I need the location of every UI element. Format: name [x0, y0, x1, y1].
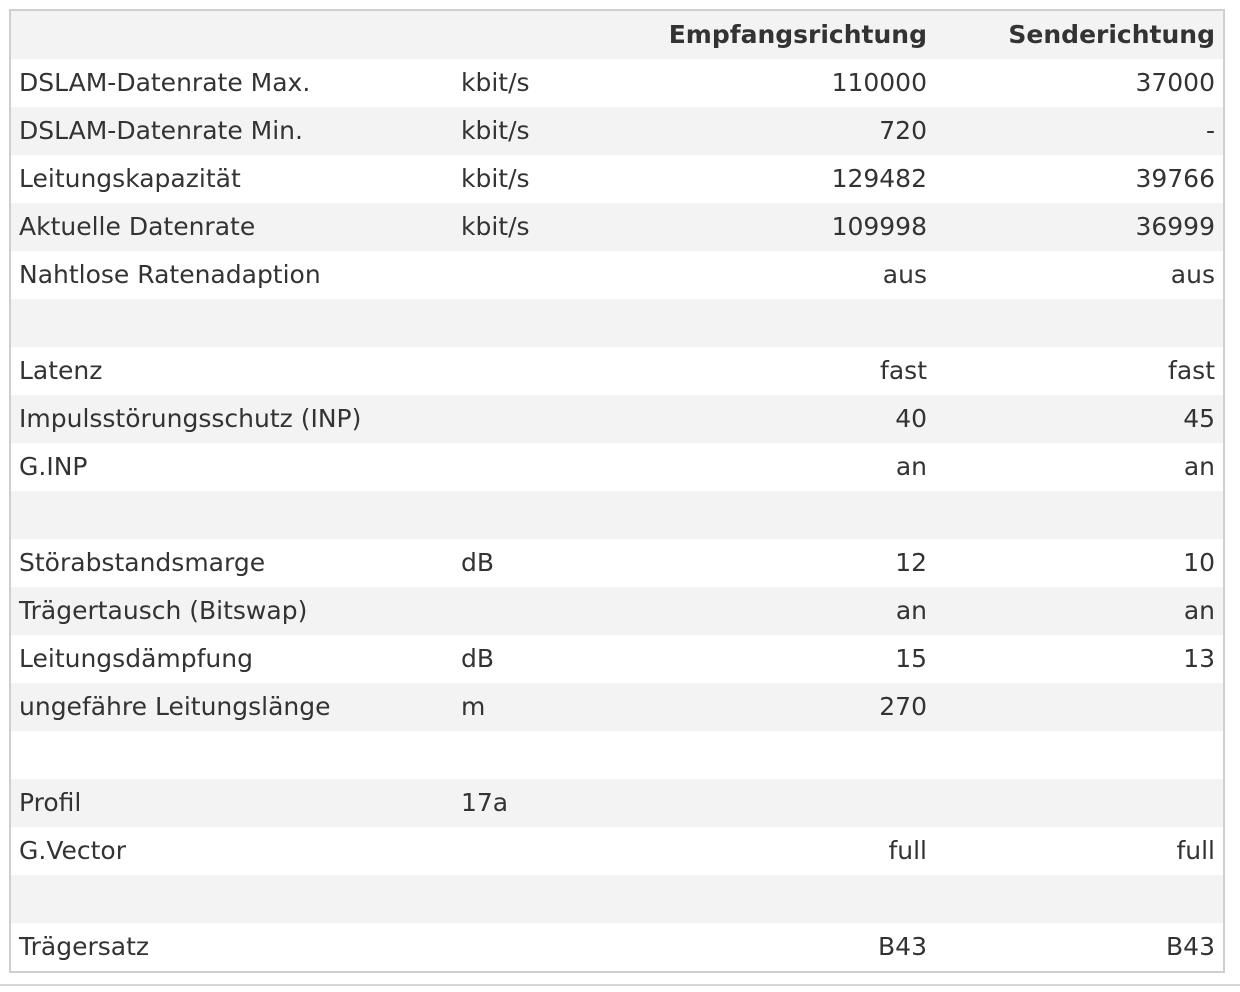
row-unit — [453, 491, 593, 539]
row-unit — [453, 347, 593, 395]
table-row — [11, 587, 1223, 635]
table-row — [11, 59, 1223, 107]
row-unit: dB — [461, 644, 495, 673]
row-label: Latenz — [19, 356, 103, 385]
table-row — [11, 731, 1223, 779]
row-unit — [453, 395, 593, 443]
row-label: Impulsstörungsschutz (INP) — [11, 395, 453, 443]
table-row — [11, 875, 1223, 923]
row-unit: kbit/s — [453, 107, 593, 155]
row-unit: kbit/s — [461, 68, 530, 97]
row-label: DSLAM-Datenrate Max. — [19, 68, 311, 97]
header-upstream: Senderichtung — [935, 11, 1223, 59]
row-downstream-value: an — [895, 452, 927, 481]
table-body — [11, 59, 1223, 971]
table-row — [11, 491, 1223, 539]
row-unit — [453, 827, 593, 875]
row-unit — [453, 923, 593, 971]
row-upstream-value: 37000 — [1135, 68, 1215, 97]
row-unit — [453, 731, 593, 779]
row-downstream-value: 40 — [593, 395, 935, 443]
row-downstream-value: an — [593, 587, 935, 635]
bottom-divider — [0, 984, 1240, 986]
row-label: Nahtlose Ratenadaption — [19, 260, 321, 289]
table-row — [11, 443, 1223, 491]
row-label: Leitungskapazität — [19, 164, 241, 193]
row-downstream-value — [593, 731, 935, 779]
row-upstream-value: 45 — [935, 395, 1223, 443]
row-downstream-value: full — [888, 836, 927, 865]
row-downstream-value — [593, 875, 935, 923]
table-row — [11, 347, 1223, 395]
table-row — [11, 395, 1223, 443]
row-label: DSLAM-Datenrate Min. — [11, 107, 453, 155]
row-upstream-value: B43 — [1166, 932, 1215, 961]
table-row — [11, 539, 1223, 587]
row-downstream-value: aus — [882, 260, 927, 289]
row-unit — [453, 443, 593, 491]
row-unit — [453, 251, 593, 299]
header-unit — [453, 11, 593, 59]
table-row — [11, 635, 1223, 683]
table-row — [11, 203, 1223, 251]
row-upstream-value: full — [1176, 836, 1215, 865]
row-upstream-value: fast — [1168, 356, 1215, 385]
row-upstream-value: aus — [1170, 260, 1215, 289]
row-upstream-value — [935, 779, 1223, 827]
row-upstream-value: 10 — [1183, 548, 1215, 577]
dsl-info-table — [11, 11, 1223, 971]
row-upstream-value: 36999 — [935, 203, 1223, 251]
row-label — [11, 299, 453, 347]
row-label: Trägersatz — [19, 932, 149, 961]
table-row — [11, 827, 1223, 875]
row-downstream-value: 109998 — [593, 203, 935, 251]
table-row — [11, 251, 1223, 299]
row-upstream-value — [935, 875, 1223, 923]
header-downstream: Empfangsrichtung — [593, 11, 935, 59]
table-header-row — [11, 11, 1223, 59]
row-downstream-value: 129482 — [831, 164, 927, 193]
row-upstream-value: 13 — [1183, 644, 1215, 673]
row-downstream-value: 720 — [593, 107, 935, 155]
row-downstream-value: 270 — [593, 683, 935, 731]
row-label: Leitungsdämpfung — [19, 644, 253, 673]
row-downstream-value — [593, 299, 935, 347]
row-downstream-value — [593, 491, 935, 539]
row-upstream-value — [935, 731, 1223, 779]
row-label: Trägertausch (Bitswap) — [11, 587, 453, 635]
row-label: Aktuelle Datenrate — [11, 203, 453, 251]
row-unit: 17a — [453, 779, 593, 827]
table-row — [11, 779, 1223, 827]
row-label: Störabstandsmarge — [19, 548, 266, 577]
row-label: Profil — [11, 779, 453, 827]
row-unit: kbit/s — [453, 203, 593, 251]
row-upstream-value — [935, 491, 1223, 539]
row-upstream-value: an — [935, 587, 1223, 635]
row-downstream-value: 110000 — [831, 68, 927, 97]
row-upstream-value: - — [935, 107, 1223, 155]
row-label — [11, 731, 453, 779]
table-row — [11, 299, 1223, 347]
row-unit: m — [453, 683, 593, 731]
dsl-info-panel — [9, 9, 1225, 973]
table-row — [11, 683, 1223, 731]
row-downstream-value: 15 — [895, 644, 927, 673]
row-upstream-value — [935, 683, 1223, 731]
row-upstream-value: 39766 — [1135, 164, 1215, 193]
row-unit — [453, 299, 593, 347]
row-unit — [453, 875, 593, 923]
header-label — [11, 11, 453, 59]
row-downstream-value: B43 — [878, 932, 927, 961]
row-unit — [453, 587, 593, 635]
table-row — [11, 107, 1223, 155]
row-label — [11, 491, 453, 539]
row-label: ungefähre Leitungslänge — [11, 683, 453, 731]
row-downstream-value: 12 — [895, 548, 927, 577]
row-upstream-value — [935, 299, 1223, 347]
row-label — [11, 875, 453, 923]
row-upstream-value: an — [1183, 452, 1215, 481]
row-downstream-value — [593, 779, 935, 827]
table-row — [11, 923, 1223, 971]
row-label: G.Vector — [19, 836, 126, 865]
row-label: G.INP — [19, 452, 88, 481]
row-unit: dB — [461, 548, 495, 577]
row-unit: kbit/s — [461, 164, 530, 193]
row-downstream-value: fast — [880, 356, 927, 385]
table-row — [11, 155, 1223, 203]
